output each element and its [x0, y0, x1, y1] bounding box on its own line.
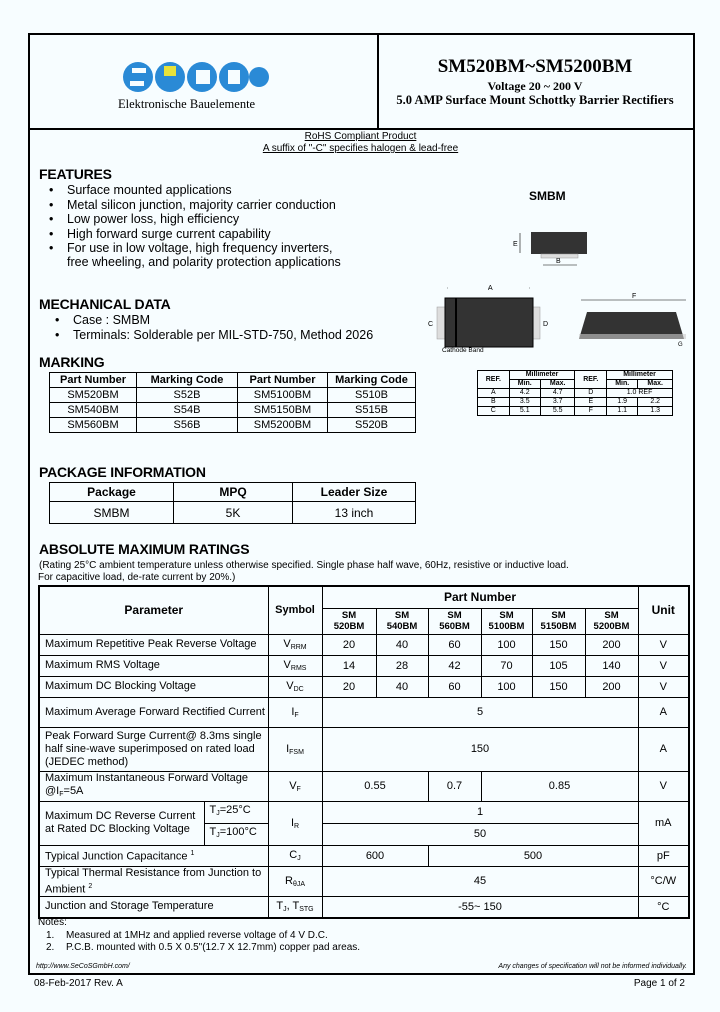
table-row: $T_J=100^\circ C$ 50: [39, 823, 689, 845]
page-title: SM520BM~SM5200BM: [437, 56, 633, 77]
svg-text:G: G: [678, 342, 683, 348]
divider: [28, 128, 693, 130]
table-row: SM560BM S56B SM5200BM S520B: [50, 418, 416, 433]
table-row: C 5.1 5.5 F 1.1 1.3: [478, 407, 673, 416]
feature-continuation: free wheeling, and polarity protection applications: [67, 255, 341, 269]
page-number: Page 1 of 2: [633, 978, 685, 989]
table-row: Typical Junction Capacitance $^1$ $C_J$ 600 500 pF: [39, 845, 689, 866]
table-row: Junction and Storage Temperature $T_J$, $T_{STG}$ -55~ 150 °C: [39, 897, 689, 918]
list-item: • For use in low voltage, high frequency inverters,: [67, 241, 336, 256]
package-info-table: Package MPQ Leader Size SMBM 5K 13 inch: [49, 482, 416, 524]
package-drawing: [420, 220, 700, 360]
table-row: Maximum DC Reverse Current at Rated DC Blocking Voltage $T_J=25^\circ C$ $I_R$ 1 mA: [39, 801, 689, 823]
list-item: • Case : SMBM: [73, 313, 373, 328]
table-row: Maximum RMS Voltage $V_{RMS}$ 14 28 42 70 105 140 V: [39, 655, 689, 676]
svg-text:C: C: [428, 321, 434, 328]
mechanical-heading: MECHANICAL DATA: [39, 296, 171, 312]
list-item: • Low power loss, high efficiency: [67, 212, 336, 227]
table-row: A 4.2 4.7 D 1.0 REF: [478, 389, 673, 398]
table-row: SM540BM S54B SM5150BM S515B: [50, 403, 416, 418]
halogen-note: A suffix of "-C" specifies halogen & lead-free: [262, 143, 459, 154]
package-info-heading: PACKAGE INFORMATION: [39, 464, 206, 480]
marking-table: Part Number Marking Code Part Number Marking Code SM520BM S52B SM5100BM S510B SM540BM S54B SM5150BM S515B SM560BM S56B SM5200BM S520B: [49, 372, 416, 433]
dimension-table: REF. Millimeter REF. Millimeter Min. Max. Min. Max. A 4.2 4.7 D 1.0 REF B 3.5 3.7 E 1.9 2.2 C 5.1 5.5 F 1.1 1.3: [477, 370, 673, 416]
table-row: Maximum Average Forward Rectified Current $I_F$ 5 A: [39, 697, 689, 727]
footer-url[interactable]: http://www.SeCoSGmbH.com/: [36, 963, 130, 970]
svg-text:A: A: [488, 285, 493, 292]
package-title: SMBM: [529, 189, 566, 203]
list-item: • Surface mounted applications: [67, 183, 336, 198]
table-row: Maximum DC Blocking Voltage $V_{DC}$ 20 40 60 100 150 200 V: [39, 676, 689, 697]
ratings-heading: ABSOLUTE MAXIMUM RATINGS: [39, 541, 250, 557]
note-1: 1. Measured at 1MHz and applied reverse voltage of 4 V D.C.: [46, 930, 328, 941]
marking-heading: MARKING: [39, 354, 105, 370]
table-row: SMBM 5K 13 inch: [50, 502, 416, 524]
table-row: Maximum Instantaneous Forward Voltage $@I_F=5A$ $V_F$ 0.55 0.7 0.85 V: [39, 771, 689, 801]
mechanical-list: [73, 313, 373, 342]
svg-text:E: E: [513, 241, 518, 248]
subtitle: 5.0 AMP Surface Mount Schottky Barrier Rectifiers: [396, 93, 674, 107]
note-2: 2. P.C.B. mounted with 0.5 X 0.5"(12.7 X 12.7mm) copper pad areas.: [46, 942, 361, 953]
company-name: Elektronische Bauelemente: [118, 97, 256, 111]
rohs-line: RoHS Compliant Product: [304, 131, 417, 142]
list-item: • Terminals: Solderable per MIL-STD-750, Method 2026: [73, 328, 373, 343]
voltage-range: Voltage 20 ~ 200 V: [487, 79, 583, 93]
table-row: SM520BM S52B SM5100BM S510B: [50, 388, 416, 403]
svg-text:F: F: [632, 293, 637, 300]
svg-text:B: B: [556, 258, 561, 265]
features-heading: FEATURES: [39, 166, 112, 182]
notes-heading: Notes:: [38, 917, 67, 928]
table-row: B 3.5 3.7 E 1.9 2.2: [478, 398, 673, 407]
footer-disclaimer: Any changes of specification will not be informed individually.: [498, 963, 687, 970]
list-item: • Metal silicon junction, majority carrier conduction: [67, 198, 336, 213]
ratings-note: (Rating 25°C ambient temperature unless otherwise specified. Single phase half wave, 60Hz, resistive or inductive load.: [39, 560, 569, 571]
revision-date: 08-Feb-2017 Rev. A: [34, 978, 123, 989]
table-row: Maximum Repetitive Peak Reverse Voltage $V_{RRM}$ 20 40 60 100 150 200 V: [39, 634, 689, 655]
features-list: [67, 183, 336, 256]
cathode-band-label: Cathode Band: [442, 347, 484, 354]
table-row: Peak Forward Surge Current@ 8.3ms single half sine-wave superimposed on rated load (JEDEC method) $I_{FSM}$ 150 A: [39, 727, 689, 771]
ratings-note-2: For capacitive load, de-rate current by 20%.): [38, 572, 236, 583]
logo: [118, 58, 270, 101]
list-item: • High forward surge current capability: [67, 227, 336, 242]
svg-text:D: D: [543, 321, 549, 328]
ratings-table: Parameter Symbol Part Number Unit SM 520BM SM 540BM SM 560BM SM 5100BM SM 5150BM SM 5200BM Maximum Repetitive Peak Reverse Voltage $V_{RRM}$ 20 40 60 100 150 200 V Maximum RMS Voltage $V_{RMS}$ 14 28 42 70 105 140 V Maximum DC Blocking Voltage $V_{DC}$ 20 40 60 100 150 200 V Maximum Average Forward Rectified Current $I_F$ 5 A Peak Forward Surge Current@ 8.3ms single half sine-wave superimposed on rated load (JEDEC method) $I_{FSM}$ 150 A Maximum Instantaneous Forward Voltage $@I_F=5A$ $V_F$ 0.55 0.7 0.85 V Maximum DC Reverse Current at Rated DC Blocking Voltage $T_J=25^\circ C$ $I_R$ 1 mA $T_J=100^\circ C$ 50 Typical Junction Capacitance $^1$ $C_J$ 600 500 pF Typical Thermal Resistance from Junction to Ambient $^2$ $R_{\theta JA}$ 45 °C/W Junction and Storage Temperature $T_J$, $T_{STG}$ -55~ 150 °C: [38, 585, 690, 919]
table-row: Typical Thermal Resistance from Junction to Ambient $^2$ $R_{\theta JA}$ 45 °C/W: [39, 866, 689, 897]
